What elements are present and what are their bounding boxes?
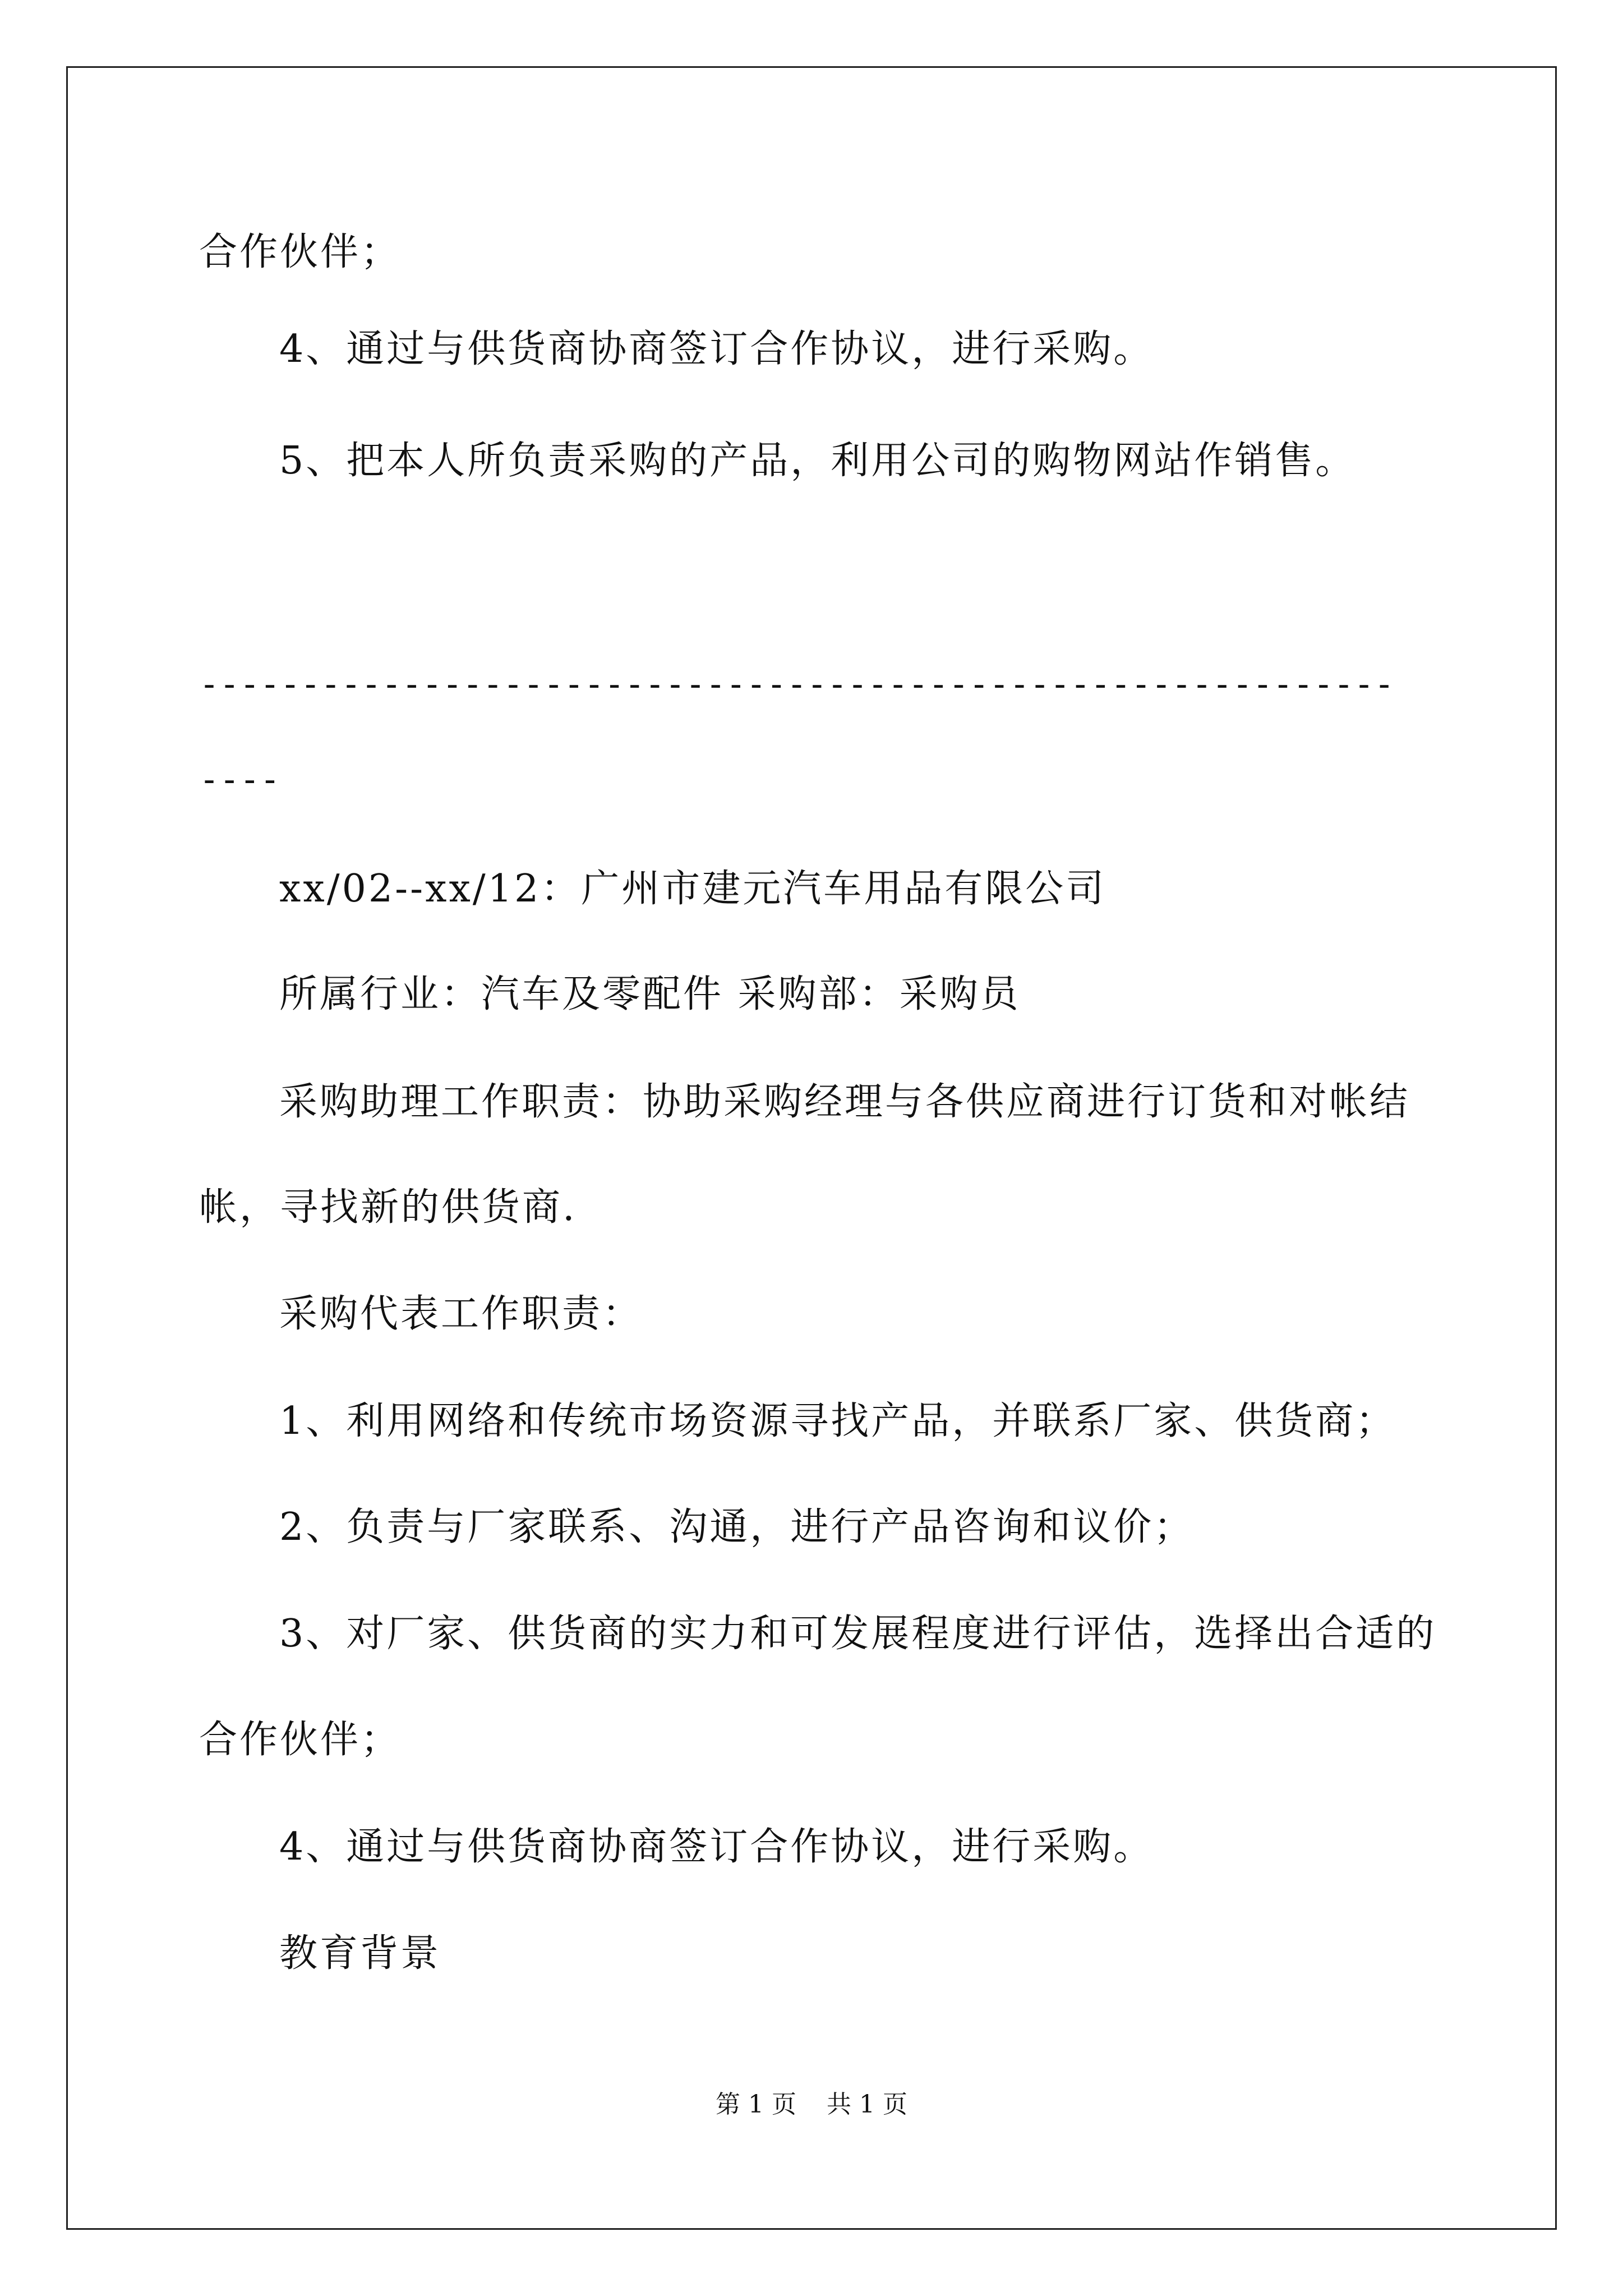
- text-line: 采购代表工作职责：: [279, 1292, 643, 1336]
- separator-line: -----------------------------------------------------------: [199, 665, 1395, 704]
- text-line: 合作伙伴；: [199, 230, 402, 274]
- text-line: xx/02--xx/12：广州市建元汽车用品有限公司: [279, 867, 1106, 911]
- text-line: 采购助理工作职责：协助采购经理与各供应商进行订货和对帐结: [279, 1080, 1410, 1124]
- text-line: 2、负责与厂家联系、沟通，进行产品咨询和议价；: [279, 1505, 1195, 1549]
- text-line: 1、利用网络和传统市场资源寻找产品，并联系厂家、供货商；: [279, 1399, 1396, 1443]
- text-line: 4、通过与供货商协商签订合作协议，进行采购。: [279, 327, 1154, 371]
- text-line: 所属行业：汽车及零配件 采购部：采购员: [279, 972, 1021, 1016]
- separator-line: ----: [199, 760, 280, 799]
- page-footer: [0, 2088, 1623, 2122]
- text-line: 3、对厂家、供货商的实力和可发展程度进行评估，选择出合适的: [279, 1612, 1437, 1656]
- text-line: 合作伙伴；: [199, 1718, 402, 1762]
- text-line: 4、通过与供货商协商签订合作协议，进行采购。: [279, 1825, 1154, 1869]
- page-total: 共 1 页: [827, 2090, 907, 2119]
- page-number: 第 1 页: [716, 2090, 796, 2119]
- page-border: [66, 66, 1557, 2230]
- text-line: 帐，寻找新的供货商.: [199, 1185, 577, 1230]
- text-line: 教育背景: [279, 1931, 441, 1976]
- text-line: 5、把本人所负责采购的产品，利用公司的购物网站作销售。: [279, 439, 1356, 483]
